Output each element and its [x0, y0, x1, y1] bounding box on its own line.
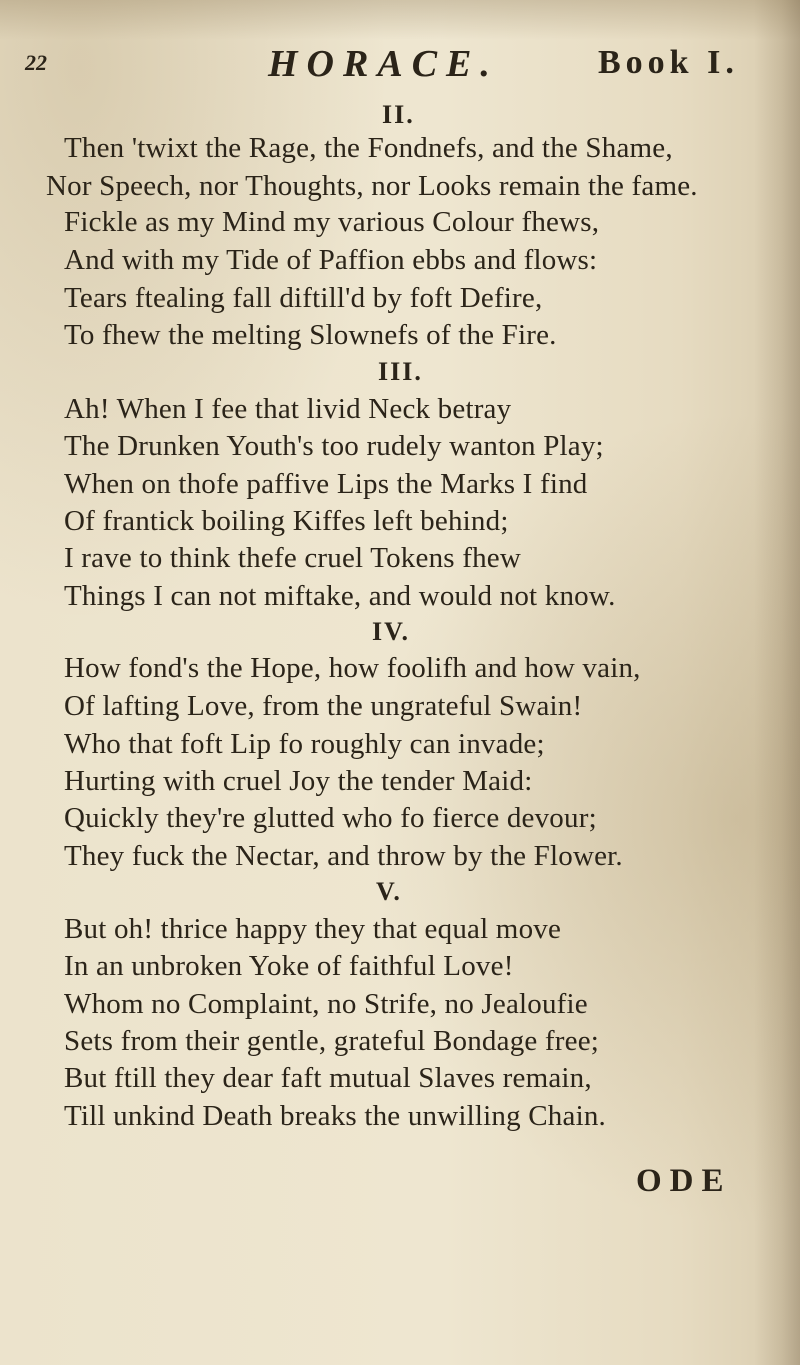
verse-line: Whom no Complaint, no Strife, no Jealoufie [64, 988, 588, 1020]
verse-line: Till unkind Death breaks the unwilling Chain. [64, 1100, 606, 1132]
verse-line: They fuck the Nectar, and throw by the Flower. [64, 840, 623, 872]
verse-line: Tears ftealing fall diftill'd by foft Defire, [64, 282, 543, 314]
page-binding-shadow [754, 0, 800, 1365]
verse-line: But oh! thrice happy they that equal move [64, 913, 562, 945]
verse-line: Hurting with cruel Joy the tender Maid: [64, 765, 533, 797]
running-title: HORACE. [268, 43, 499, 85]
verse-line: How fond's the Hope, how foolifh and how vain, [64, 652, 641, 684]
verse-line: Fickle as my Mind my various Colour fhews, [64, 206, 600, 238]
verse-line: Of lafting Love, from the ungrateful Swain! [64, 690, 583, 722]
stanza-number: III. [378, 357, 423, 386]
verse-line: But ftill they dear faft mutual Slaves remain, [64, 1062, 592, 1094]
verse-line: Then 'twixt the Rage, the Fondnefs, and the Shame, [64, 132, 673, 164]
stanza-number: II. [382, 100, 415, 129]
stanza-number: IV. [372, 617, 411, 646]
catchword: ODE [636, 1163, 732, 1199]
verse-line: When on thofe paffive Lips the Marks I find [64, 468, 588, 500]
verse-line: Sets from their gentle, grateful Bondage free; [64, 1025, 600, 1057]
verse-line: Ah! When I fee that livid Neck betray [64, 393, 512, 425]
verse-line: Nor Speech, nor Thoughts, nor Looks remain the fame. [46, 170, 698, 202]
verse-line: Of frantick boiling Kiffes left behind; [64, 505, 509, 537]
book-label: Book I. [598, 44, 739, 81]
page-number: 22 [25, 50, 47, 75]
verse-line: In an unbroken Yoke of faithful Love! [64, 950, 514, 982]
stanza-number: V. [376, 877, 402, 906]
verse-line: I rave to think thefe cruel Tokens fhew [64, 542, 521, 574]
page-top-edge-shadow [0, 0, 800, 40]
verse-line: To fhew the melting Slownefs of the Fire. [64, 319, 557, 351]
verse-line: Things I can not miftake, and would not know. [64, 580, 616, 612]
verse-line: Quickly they're glutted who fo fierce devour; [64, 802, 597, 834]
verse-line: The Drunken Youth's too rudely wanton Play; [64, 430, 604, 462]
verse-line: Who that foft Lip fo roughly can invade; [64, 728, 545, 760]
page-header [0, 42, 800, 85]
verse-line: And with my Tide of Paffion ebbs and flows: [64, 244, 598, 276]
